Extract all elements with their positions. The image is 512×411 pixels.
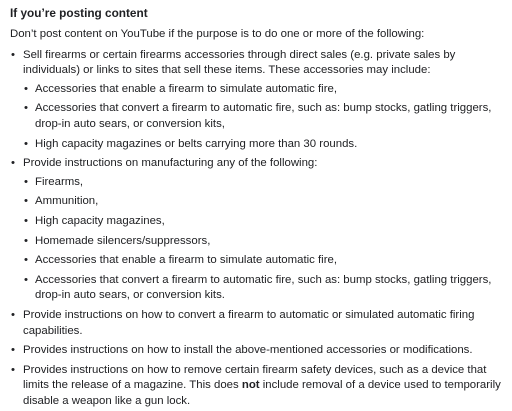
sublist-item: • High capacity magazines or belts carrying more than 30 rounds.	[23, 137, 504, 153]
sublist-item: • Accessories that convert a firearm to automatic fire, such as: bump stocks, gatling triggers, drop-in auto sears, or conversion kits.	[23, 273, 504, 304]
list-item-safety-devices	[10, 363, 504, 410]
sublist-item: • Accessories that enable a firearm to simulate automatic fire,	[23, 82, 504, 98]
emphasis-not: not	[241, 379, 260, 392]
list-item-text: Provides instructions on how to install the above-mentioned accessories or modifications.	[23, 344, 473, 357]
list-item-text-before: Provides instructions on how to remove certain firearm safety devices, such as a device that limits the release of a magazine. This does	[23, 363, 487, 392]
intro-text: Don’t post content on YouTube if the purpose is to do one or more of the following:	[10, 28, 425, 40]
sublist-item: • Accessories that convert a firearm to automatic fire, such as: bump stocks, gatling triggers, drop-in auto sears, or conversion kits,	[23, 101, 504, 132]
list-item-text-after: include removal of a device used to temporarily disable a weapon like a gun lock.	[23, 379, 501, 407]
list-item-text: Provide instructions on how to convert a firearm to automatic or simulated automatic firing capabilities.	[23, 308, 475, 337]
sublist-manufacturing	[23, 175, 504, 304]
sublist-item: • Ammunition,	[23, 194, 504, 210]
list-item-convert	[10, 308, 504, 339]
list-item-manufacturing	[10, 156, 504, 304]
sublist-item: • High capacity magazines,	[23, 214, 504, 230]
section-heading: If you’re posting content	[10, 6, 148, 20]
list-item-install	[10, 343, 504, 359]
sublist-accessories	[23, 82, 504, 152]
list-item-text: Provide instructions on manufacturing any of the following:	[23, 157, 318, 170]
list-item-sell	[10, 48, 504, 153]
sublist-item: • Homemade silencers/suppressors,	[23, 234, 504, 250]
policy-list	[10, 48, 504, 410]
sublist-item: • Accessories that enable a firearm to simulate automatic fire,	[23, 253, 504, 269]
list-item-text: Sell firearms or certain firearms accessories through direct sales (e.g. private sales by individuals) or links to sites that sell these items. These accessories may include:	[23, 48, 456, 77]
sublist-item: • Firearms,	[23, 175, 504, 191]
